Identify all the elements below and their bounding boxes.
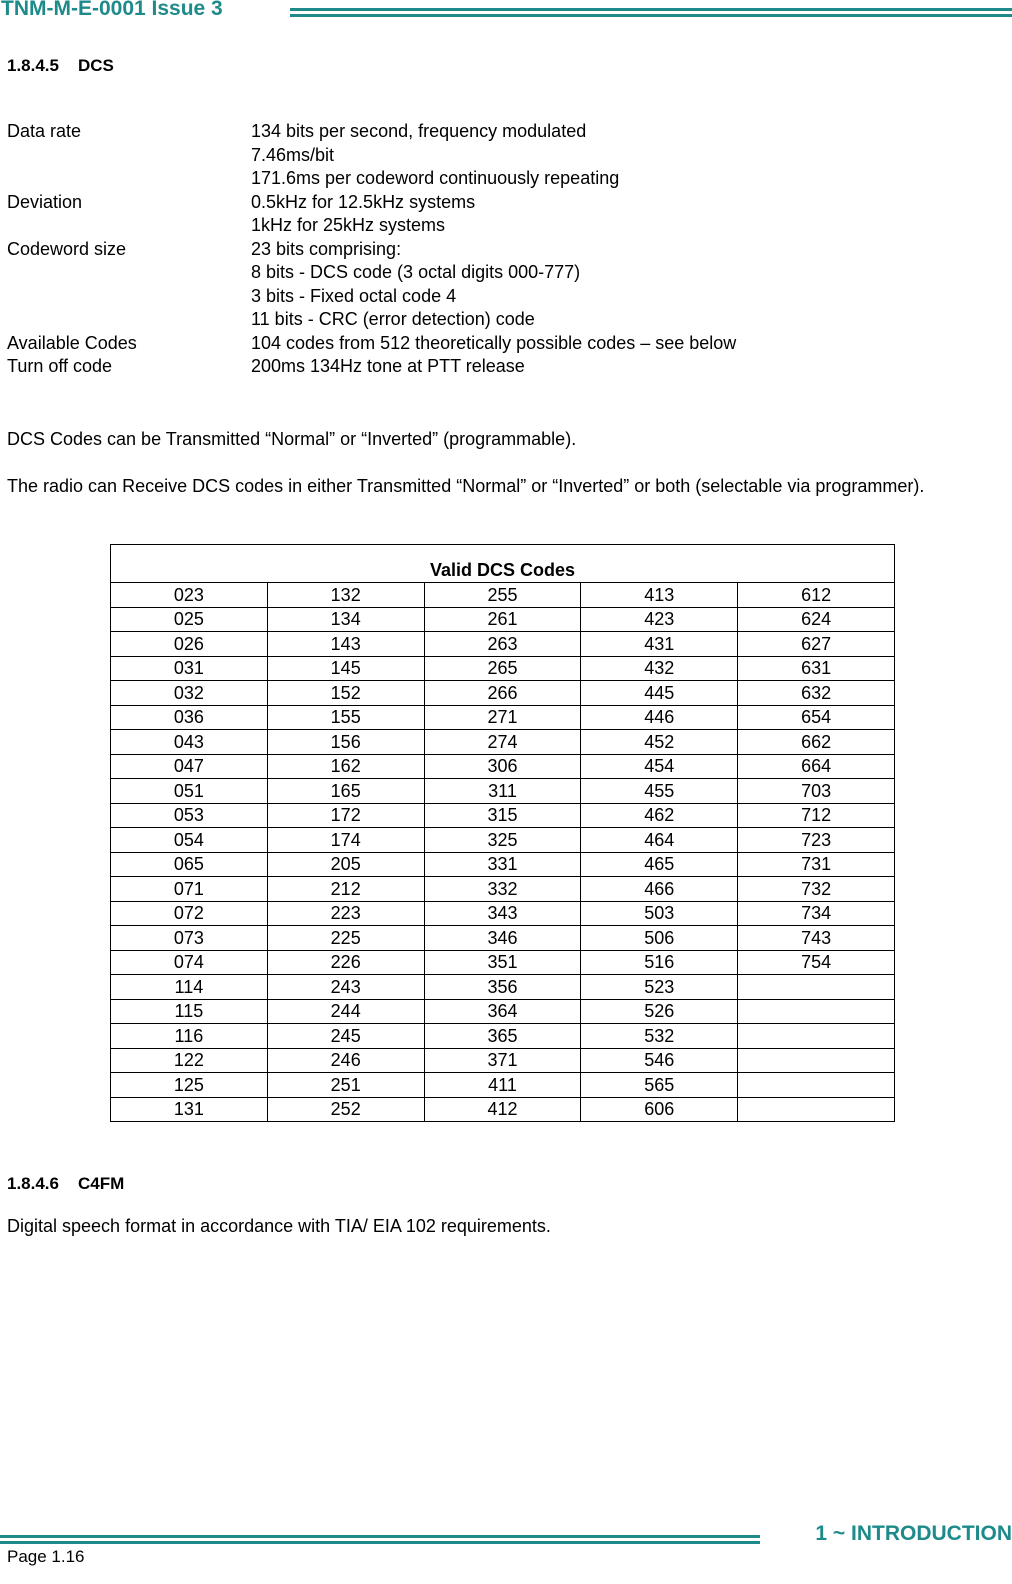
table-cell <box>738 1097 895 1122</box>
table-cell: 315 <box>424 803 581 828</box>
table-cell: 311 <box>424 779 581 804</box>
table-cell: 054 <box>111 828 268 853</box>
table-cell: 503 <box>581 901 738 926</box>
table-cell: 025 <box>111 607 268 632</box>
table-cell: 506 <box>581 926 738 951</box>
spec-label: Available Codes <box>7 332 137 353</box>
spec-row <box>7 332 736 356</box>
table-cell: 423 <box>581 607 738 632</box>
table-cell: 371 <box>424 1048 581 1073</box>
table-cell: 432 <box>581 656 738 681</box>
table-row <box>111 975 895 1000</box>
table-row <box>111 803 895 828</box>
spec-label: Turn off code <box>7 356 113 376</box>
table-cell: 115 <box>111 999 268 1024</box>
table-cell: 465 <box>581 852 738 877</box>
table-cell: 731 <box>738 852 895 877</box>
table-cell: 072 <box>111 901 268 926</box>
spec-values <box>251 191 475 238</box>
table-cell: 172 <box>267 803 424 828</box>
table-cell: 732 <box>738 877 895 902</box>
table-cell: 364 <box>424 999 581 1024</box>
table-cell: 245 <box>267 1024 424 1049</box>
table-cell: 413 <box>581 583 738 608</box>
header-rule <box>290 8 1012 17</box>
table-cell: 455 <box>581 779 738 804</box>
table-cell <box>738 999 895 1024</box>
page-number: Page 1.16 <box>7 1547 85 1566</box>
footer-rule <box>0 1535 760 1544</box>
table-cell: 252 <box>267 1097 424 1122</box>
table-cell: 523 <box>581 975 738 1000</box>
section-heading-dcs <box>7 56 114 76</box>
table-cell: 664 <box>738 754 895 779</box>
table-row <box>111 779 895 804</box>
table-cell: 244 <box>267 999 424 1024</box>
table-row <box>111 1024 895 1049</box>
table-cell: 263 <box>424 632 581 657</box>
dcs-spec-list <box>7 120 736 379</box>
table-cell: 205 <box>267 852 424 877</box>
table-cell: 274 <box>424 730 581 755</box>
spec-value: 200ms 134Hz tone at PTT release <box>251 356 525 376</box>
table-row <box>111 999 895 1024</box>
section-number: 1.8.4.6 <box>7 1174 59 1193</box>
table-cell: 036 <box>111 705 268 730</box>
table-cell: 271 <box>424 705 581 730</box>
spec-row <box>7 355 736 379</box>
table-cell: 225 <box>267 926 424 951</box>
table-cell: 516 <box>581 950 738 975</box>
spec-values <box>251 238 580 332</box>
valid-dcs-codes-table <box>110 544 895 1122</box>
spec-value: 134 bits per second, frequency modulated <box>251 121 587 141</box>
spec-value: 7.46ms/bit <box>251 144 335 165</box>
table-cell: 243 <box>267 975 424 1000</box>
table-cell: 431 <box>581 632 738 657</box>
table-cell: 712 <box>738 803 895 828</box>
table-cell: 346 <box>424 926 581 951</box>
table-row <box>111 656 895 681</box>
table-cell: 331 <box>424 852 581 877</box>
table-cell: 261 <box>424 607 581 632</box>
table-cell: 464 <box>581 828 738 853</box>
table-cell: 654 <box>738 705 895 730</box>
table-row <box>111 852 895 877</box>
table-cell: 612 <box>738 583 895 608</box>
spec-value: 8 bits - DCS code (3 octal digits 000-777) <box>251 262 581 282</box>
table-cell: 446 <box>581 705 738 730</box>
table-cell: 051 <box>111 779 268 804</box>
spec-value: 171.6ms per codeword continuously repeating <box>251 168 620 188</box>
table-cell: 132 <box>267 583 424 608</box>
table-cell: 174 <box>267 828 424 853</box>
section-title: C4FM <box>78 1174 125 1193</box>
table-cell: 162 <box>267 754 424 779</box>
table-cell: 073 <box>111 926 268 951</box>
table-cell: 226 <box>267 950 424 975</box>
table-cell: 255 <box>424 583 581 608</box>
table-cell: 325 <box>424 828 581 853</box>
table-cell: 662 <box>738 730 895 755</box>
table-cell: 411 <box>424 1073 581 1098</box>
table-cell: 332 <box>424 877 581 902</box>
table-cell: 631 <box>738 656 895 681</box>
spec-values <box>251 332 736 356</box>
table-cell: 026 <box>111 632 268 657</box>
table-cell: 606 <box>581 1097 738 1122</box>
table-cell: 122 <box>111 1048 268 1073</box>
table-row <box>111 1073 895 1098</box>
table-cell <box>738 1073 895 1098</box>
table-cell: 251 <box>267 1073 424 1098</box>
spec-row <box>7 191 736 238</box>
table-cell: 265 <box>424 656 581 681</box>
table-row <box>111 828 895 853</box>
table-row <box>111 1048 895 1073</box>
table-cell: 071 <box>111 877 268 902</box>
spec-values <box>251 355 525 379</box>
table-row <box>111 926 895 951</box>
spec-row <box>7 120 736 191</box>
table-cell: 627 <box>738 632 895 657</box>
spec-value: 1kHz for 25kHz systems <box>251 215 446 235</box>
chapter-title: 1 ~ INTRODUCTION <box>815 1522 1012 1545</box>
table-cell <box>738 975 895 1000</box>
table-cell: 743 <box>738 926 895 951</box>
table-cell: 365 <box>424 1024 581 1049</box>
table-cell: 452 <box>581 730 738 755</box>
table-cell: 134 <box>267 607 424 632</box>
table-cell: 723 <box>738 828 895 853</box>
table-cell: 212 <box>267 877 424 902</box>
spec-value: 23 bits comprising: <box>251 238 402 259</box>
table-row <box>111 877 895 902</box>
table-cell: 043 <box>111 730 268 755</box>
table-cell: 734 <box>738 901 895 926</box>
table-cell: 155 <box>267 705 424 730</box>
spec-label: Codeword size <box>7 238 127 259</box>
table-cell: 145 <box>267 656 424 681</box>
table-cell: 143 <box>267 632 424 657</box>
spec-value: 11 bits - CRC (error detection) code <box>251 309 535 329</box>
table-cell: 565 <box>581 1073 738 1098</box>
table-cell: 703 <box>738 779 895 804</box>
table-row <box>111 681 895 706</box>
section-title: DCS <box>78 56 114 75</box>
section-number: 1.8.4.5 <box>7 56 59 75</box>
table-cell: 632 <box>738 681 895 706</box>
table-cell: 053 <box>111 803 268 828</box>
table-cell: 546 <box>581 1048 738 1073</box>
table-title: Valid DCS Codes <box>111 545 895 583</box>
table-cell: 356 <box>424 975 581 1000</box>
table-row <box>111 730 895 755</box>
table-cell: 754 <box>738 950 895 975</box>
table-cell: 032 <box>111 681 268 706</box>
table-cell: 223 <box>267 901 424 926</box>
table-cell: 351 <box>424 950 581 975</box>
table-cell: 165 <box>267 779 424 804</box>
table-cell: 047 <box>111 754 268 779</box>
table-row <box>111 607 895 632</box>
table-row <box>111 583 895 608</box>
table-cell: 462 <box>581 803 738 828</box>
spec-values <box>251 120 619 191</box>
table-cell: 343 <box>424 901 581 926</box>
spec-label: Data rate <box>7 121 82 141</box>
table-row <box>111 901 895 926</box>
table-cell <box>738 1024 895 1049</box>
document-id: TNM-M-E-0001 Issue 3 <box>1 0 223 20</box>
spec-value: 104 codes from 512 theoretically possible codes – see below <box>251 332 737 353</box>
table-cell: 114 <box>111 975 268 1000</box>
table-cell: 125 <box>111 1073 268 1098</box>
table-cell: 116 <box>111 1024 268 1049</box>
table-cell <box>738 1048 895 1073</box>
table-cell: 266 <box>424 681 581 706</box>
table-cell: 532 <box>581 1024 738 1049</box>
table-cell: 131 <box>111 1097 268 1122</box>
table-row <box>111 632 895 657</box>
table-cell: 412 <box>424 1097 581 1122</box>
table-cell: 526 <box>581 999 738 1024</box>
table-cell: 466 <box>581 877 738 902</box>
spec-value: 3 bits - Fixed octal code 4 <box>251 285 457 306</box>
table-cell: 023 <box>111 583 268 608</box>
paragraph-transmit: DCS Codes can be Transmitted “Normal” or “Inverted” (programmable). <box>7 429 577 449</box>
table-cell: 152 <box>267 681 424 706</box>
section-heading-c4fm <box>7 1174 124 1194</box>
spec-label: Deviation <box>7 191 83 212</box>
spec-value: 0.5kHz for 12.5kHz systems <box>251 191 476 212</box>
table-cell: 246 <box>267 1048 424 1073</box>
table-cell: 156 <box>267 730 424 755</box>
table-cell: 454 <box>581 754 738 779</box>
paragraph-receive: The radio can Receive DCS codes in either Transmitted “Normal” or “Inverted” or both (selectable via programmer). <box>7 476 925 496</box>
table-row <box>111 950 895 975</box>
table-cell: 031 <box>111 656 268 681</box>
table-cell: 074 <box>111 950 268 975</box>
table-row <box>111 754 895 779</box>
table-cell: 624 <box>738 607 895 632</box>
table-cell: 065 <box>111 852 268 877</box>
table-row <box>111 1097 895 1122</box>
spec-row <box>7 238 736 332</box>
paragraph-c4fm: Digital speech format in accordance with TIA/ EIA 102 requirements. <box>7 1216 551 1236</box>
table-row <box>111 705 895 730</box>
table-cell: 445 <box>581 681 738 706</box>
table-cell: 306 <box>424 754 581 779</box>
